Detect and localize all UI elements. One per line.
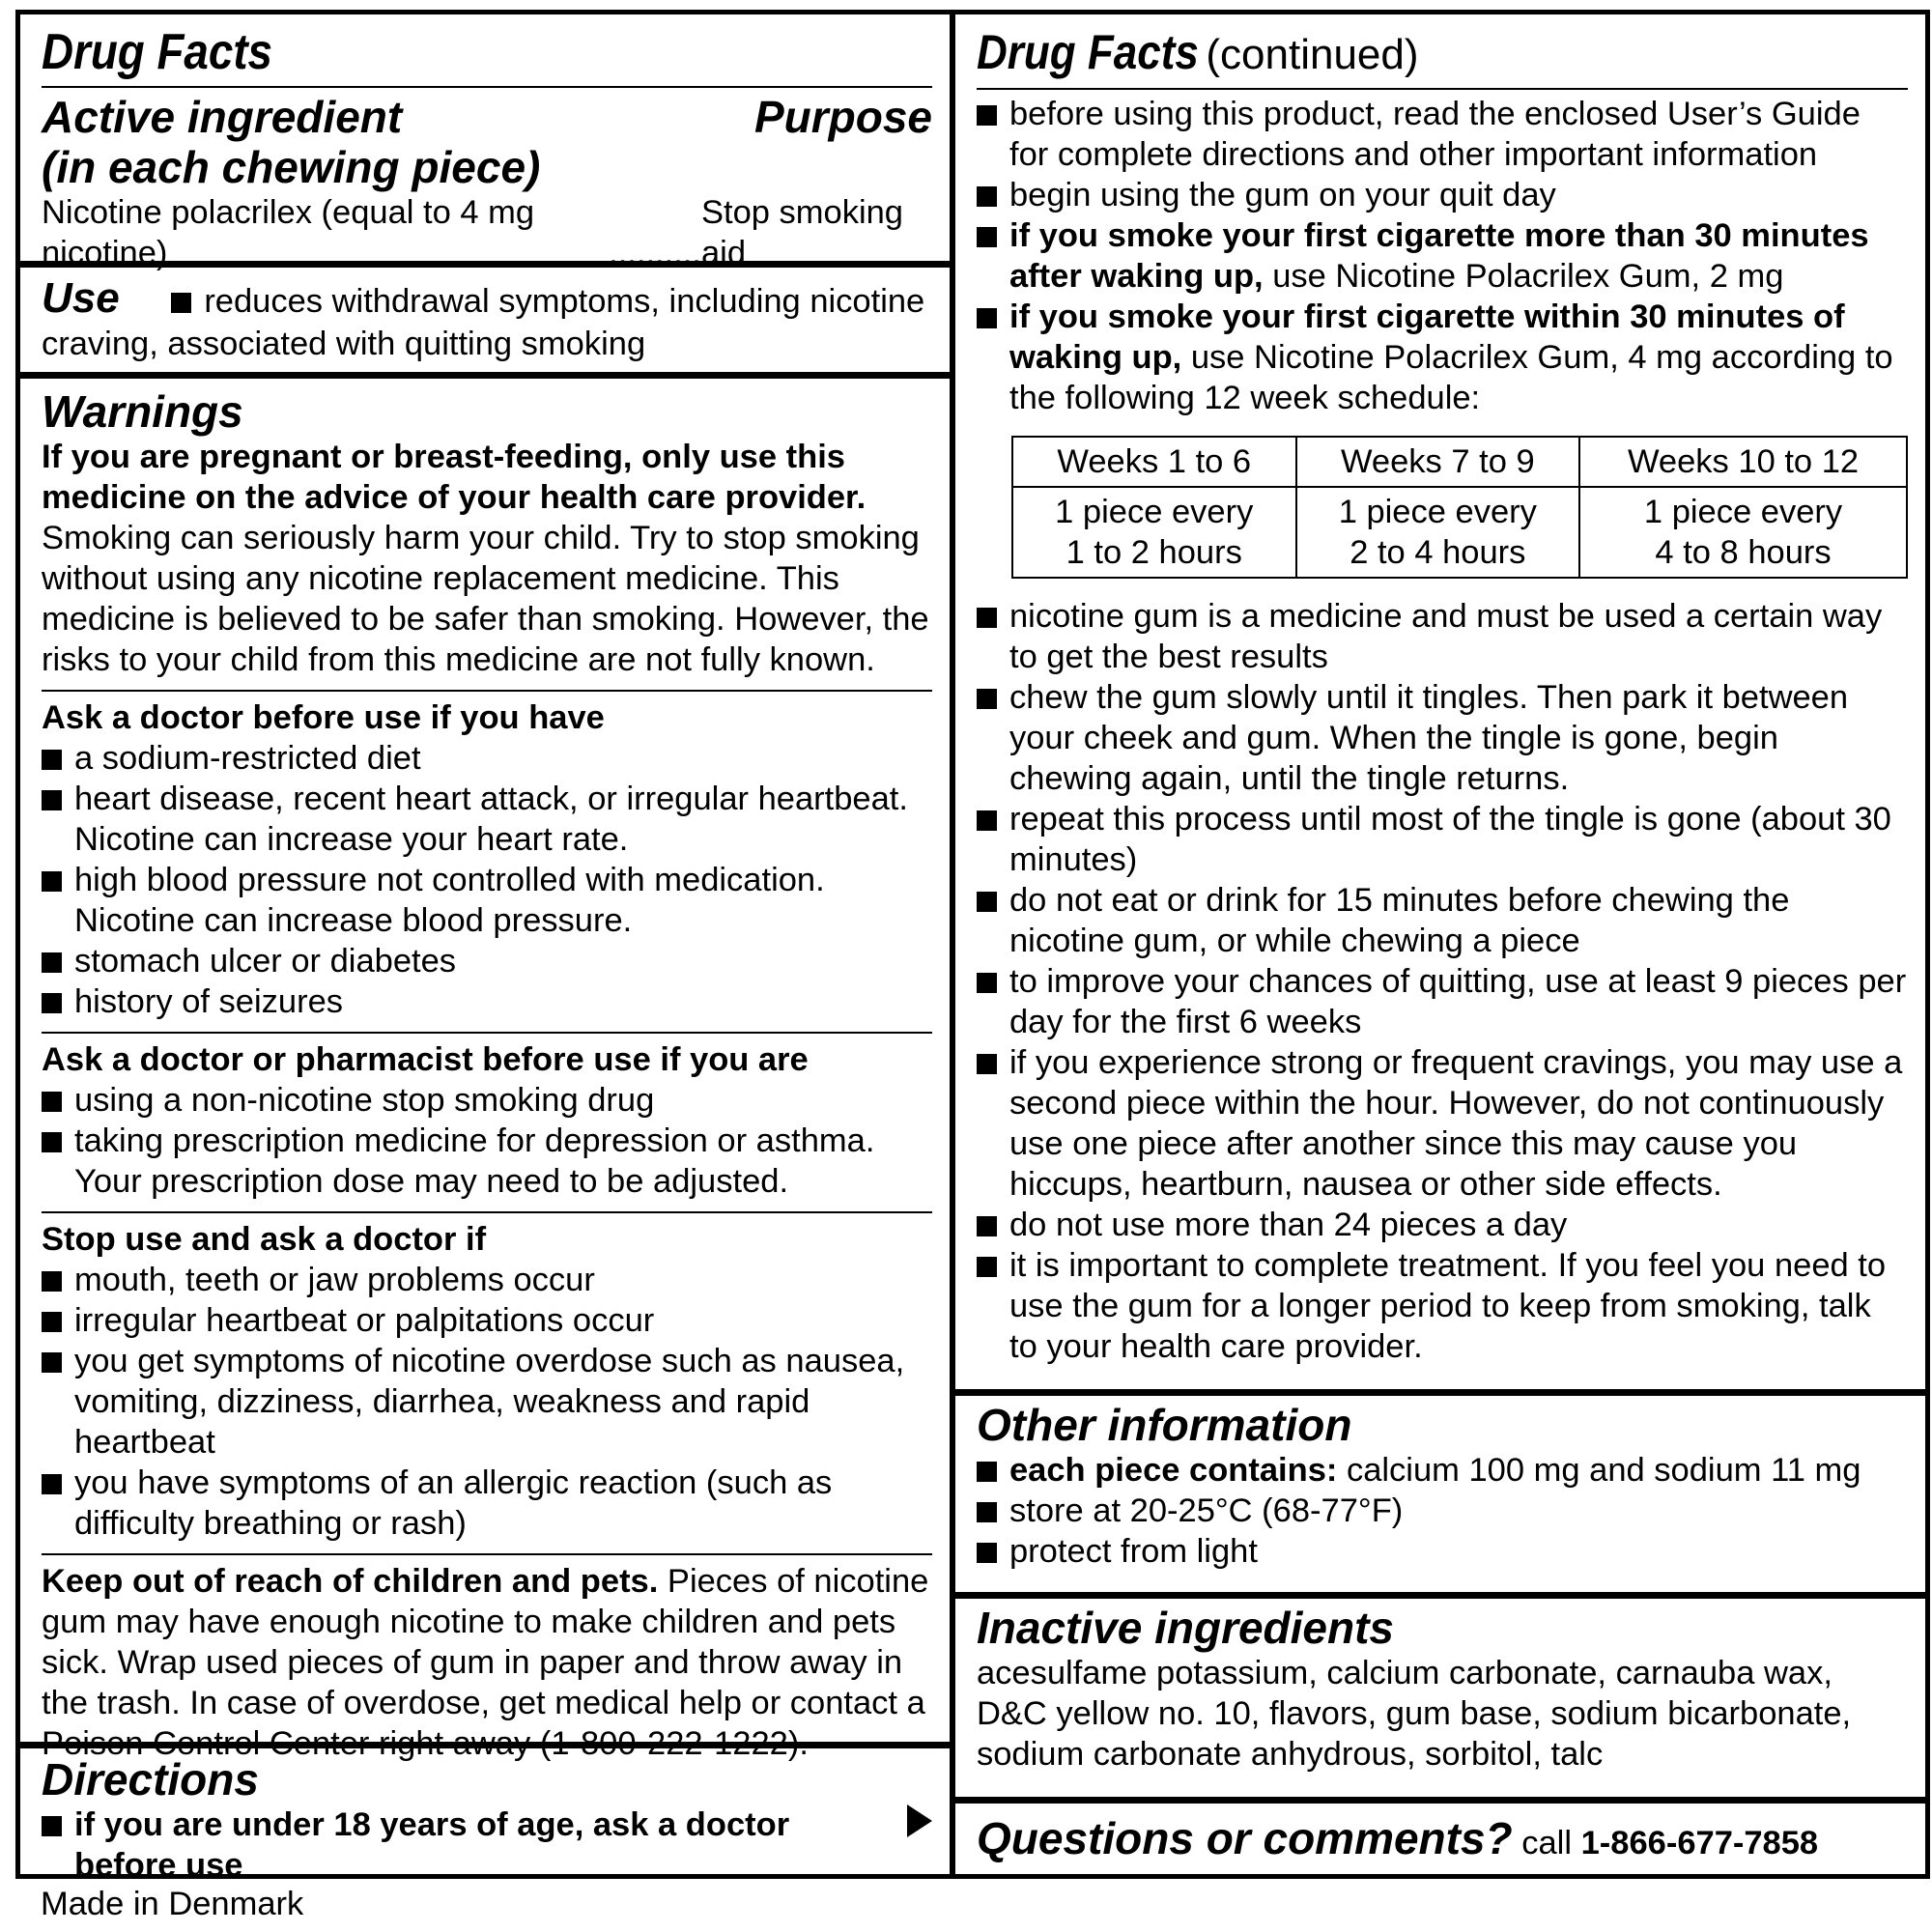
pregnancy-warning: [42, 437, 932, 680]
ask-pharmacist-heading: Ask a doctor or pharmacist before use if you are: [42, 1041, 809, 1078]
active-ingredient-section: [20, 14, 950, 271]
questions-section: [955, 1797, 1925, 1874]
inactive-ingredients-heading: Inactive ingredients: [977, 1603, 1395, 1653]
use-section: [20, 261, 950, 372]
ingredient-name: Nicotine polacrilex (equal to 4 mg nicotine): [42, 194, 535, 271]
directions-section: [20, 1742, 950, 1893]
table-row: [1012, 437, 1907, 487]
use-text: reduces withdrawal symptoms, including nicotine craving, associated with quitting smoking: [42, 283, 925, 362]
table-header-cell: Weeks 10 to 12: [1579, 437, 1907, 487]
table-row: [1012, 487, 1907, 578]
list-item: you have symptoms of an allergic reaction (such as difficulty breathing or rash): [42, 1463, 932, 1544]
list-item: it is important to complete treatment. If you feel you need to use the gum for a longer period to keep from smoking, talk to your health care provider.: [977, 1245, 1908, 1367]
inactive-ingredients-text: acesulfame potassium, calcium carbonate, carnauba wax, D&C yellow no. 10, flavors, gum base, sodium bicarbonate, sodium carbonate anhydrous, sorbitol, talc: [977, 1655, 1852, 1773]
drug-facts-title-continued: Drug Facts: [977, 25, 1199, 79]
keep-out-of-reach-bold: Keep out of reach of children and pets.: [42, 1563, 659, 1600]
pregnancy-warning-bold: If you are pregnant or breast-feeding, only use this medicine on the advice of your health care provider.: [42, 439, 867, 516]
keep-out-of-reach-text: Pieces of nicotine gum may have enough nicotine to make children and pets sick. Wrap used pieces of gum in paper and throw away in the trash. In case of overdose, get medical help or contact a Poison Control Center right away (1-800-222-1222).: [42, 1563, 929, 1762]
ingredient-purpose: Stop smoking aid: [700, 194, 903, 271]
list-item: high blood pressure not controlled with medication. Nicotine can increase blood pressure.: [42, 860, 932, 941]
ingredient-leader-dots: ..........: [609, 235, 701, 271]
directions-heading: Directions: [42, 1754, 259, 1804]
list-item: a sodium-restricted diet: [42, 738, 932, 779]
list-item: begin using the gum on your quit day: [977, 175, 1908, 215]
other-information-section: [955, 1389, 1925, 1592]
table-header-cell: Weeks 1 to 6: [1012, 437, 1296, 487]
dosing-schedule-table: [1011, 436, 1908, 579]
list-item: nicotine gum is a medicine and must be used a certain way to get the best results: [977, 596, 1908, 677]
list-item: stomach ulcer or diabetes: [42, 941, 932, 981]
list-item: chew the gum slowly until it tingles. Then park it between your cheek and gum. When the tingle is gone, begin chewing again, until the tingle returns.: [977, 677, 1908, 799]
stop-use-heading: Stop use and ask a doctor if: [42, 1221, 487, 1258]
use-heading: Use: [42, 274, 120, 322]
other-information-heading: Other information: [977, 1400, 1352, 1450]
made-in-label: Made in Denmark: [41, 1886, 304, 1922]
list-item: repeat this process until most of the tingle is gone (about 30 minutes): [977, 799, 1908, 880]
list-item: if you smoke your first cigarette within 30 minutes of waking up, use Nicotine Polacrilex Gum, 4 mg according to the following 12 week schedule:: [977, 297, 1908, 418]
list-item: heart disease, recent heart attack, or irregular heartbeat. Nicotine can increase your heart rate.: [42, 779, 932, 860]
list-item: do not use more than 24 pieces a day: [977, 1205, 1908, 1245]
active-ingredient-heading: Active ingredient: [42, 92, 403, 142]
questions-call-label: call: [1512, 1825, 1581, 1861]
list-item: history of seizures: [42, 981, 932, 1022]
list-item: each piece contains: calcium 100 mg and sodium 11 mg: [977, 1450, 1908, 1491]
right-column: [955, 14, 1925, 1874]
pregnancy-warning-text: Smoking can seriously harm your child. Try to stop smoking without using any nicotine replacement medicine. This medicine is believed to be safer than smoking. However, the risks to your child from this medicine are not fully known.: [42, 520, 929, 678]
active-ingredient-subheading: (in each chewing piece): [42, 142, 541, 192]
list-item: before using this product, read the enclosed User’s Guide for complete directions and other important information: [977, 94, 1908, 175]
table-header-cell: Weeks 7 to 9: [1296, 437, 1580, 487]
warnings-section: [20, 372, 950, 1762]
table-cell: 1 piece every 4 to 8 hours: [1579, 487, 1907, 578]
drug-facts-title: Drug Facts: [42, 24, 273, 80]
inactive-ingredients-section: [955, 1592, 1925, 1797]
list-item: irregular heartbeat or palpitations occur: [42, 1300, 932, 1341]
left-column: [20, 14, 955, 1884]
warnings-heading: Warnings: [42, 386, 243, 437]
directions-continued-section: [955, 14, 1925, 1389]
questions-phone: 1-866-677-7858: [1580, 1825, 1819, 1861]
table-cell: 1 piece every 2 to 4 hours: [1296, 487, 1580, 578]
list-item: store at 20-25°C (68-77°F): [977, 1491, 1908, 1531]
list-item: if you smoke your first cigarette more than 30 minutes after waking up, use Nicotine Polacrilex Gum, 2 mg: [977, 215, 1908, 297]
list-item: taking prescription medicine for depression or asthma. Your prescription dose may need to be adjusted.: [42, 1121, 932, 1202]
continue-arrow-icon: [907, 1804, 932, 1837]
list-item: you get symptoms of nicotine overdose such as nausea, vomiting, dizziness, diarrhea, weakness and rapid heartbeat: [42, 1341, 932, 1463]
list-item: if you are under 18 years of age, ask a doctor before use: [42, 1804, 932, 1886]
ask-doctor-heading: Ask a doctor before use if you have: [42, 699, 605, 736]
list-item: if you experience strong or frequent cravings, you may use a second piece within the hour. However, do not continuously use one piece after another since this may cause you hiccups, heartburn, nausea or other side effects.: [977, 1042, 1908, 1205]
continued-label: (continued): [1194, 31, 1419, 78]
drug-facts-panel: [15, 10, 1930, 1884]
keep-out-of-reach: [42, 1561, 932, 1764]
list-item: using a non-nicotine stop smoking drug: [42, 1080, 932, 1121]
purpose-heading: Purpose: [753, 92, 932, 142]
list-item: protect from light: [977, 1531, 1908, 1572]
list-item: mouth, teeth or jaw problems occur: [42, 1260, 932, 1300]
list-item: to improve your chances of quitting, use at least 9 pieces per day for the first 6 weeks: [977, 961, 1908, 1042]
questions-heading: Questions or comments?: [977, 1813, 1513, 1863]
table-cell: 1 piece every 1 to 2 hours: [1012, 487, 1296, 578]
list-item: do not eat or drink for 15 minutes before chewing the nicotine gum, or while chewing a piece: [977, 880, 1908, 961]
